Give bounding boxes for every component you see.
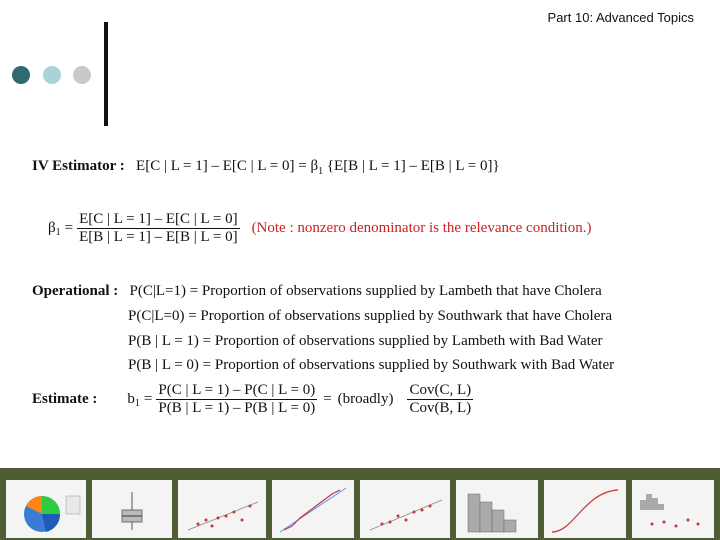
operational-line-1 — [32, 283, 602, 300]
iv-equation: E[C | L = 1] – E[C | L = 0] = β — [136, 158, 319, 174]
operational-text-1: P(C|L=1) = Proportion of observations supplied by Lambeth that have Cholera — [129, 283, 602, 299]
probability-plot-thumbnail — [272, 480, 354, 538]
estimate-eq2: = — [323, 391, 332, 407]
estimate-sub: 1 — [134, 398, 140, 409]
iv-estimator-line — [32, 158, 500, 177]
beta-numerator: E[C | L = 1] – E[C | L = 0] — [79, 211, 238, 227]
beta-eq: = — [64, 220, 74, 236]
decor-dot-light — [43, 66, 61, 84]
histogram-thumbnail — [456, 480, 538, 538]
estimate-numerator: P(C | L = 1) – P(C | L = 0) — [158, 382, 316, 398]
decor-dot-dark — [12, 66, 30, 84]
vertical-divider — [104, 22, 108, 126]
scatter-thumbnail-1 — [178, 480, 266, 538]
beta-denominator: E[B | L = 1] – E[B | L = 0] — [79, 229, 238, 245]
iv-label: IV Estimator : — [32, 158, 125, 174]
page-title: Part 10: Advanced Topics — [547, 10, 694, 25]
beta-symbol: β — [48, 220, 56, 236]
decor-dot-gray — [73, 66, 91, 84]
beta-formula — [48, 211, 591, 246]
beta-fraction — [77, 211, 239, 246]
cov-fraction — [407, 382, 473, 417]
cov-numerator: Cov(C, L) — [409, 382, 472, 398]
estimate-formula — [32, 382, 473, 417]
estimate-eq1: = — [143, 391, 153, 407]
scatter-thumbnail-2 — [360, 480, 450, 538]
relevance-note: (Note : nonzero denominator is the relevance condition.) — [251, 220, 592, 236]
operational-line-3: P(B | L = 1) = Proportion of observations supplied by Lambeth with Bad Water — [128, 333, 603, 349]
s-curve-thumbnail — [544, 480, 626, 538]
estimate-label: Estimate : — [32, 391, 98, 407]
estimate-denominator: P(B | L = 1) – P(B | L = 0) — [158, 400, 316, 416]
estimate-fraction — [156, 382, 317, 417]
estimate-b: b — [127, 391, 135, 407]
operational-label: Operational : — [32, 283, 119, 299]
beta-sub: 1 — [55, 227, 61, 238]
iv-sub: 1 — [318, 166, 324, 177]
cov-denominator: Cov(B, L) — [409, 400, 472, 416]
boxplot-thumbnail — [92, 480, 172, 538]
operational-line-2: P(C|L=0) = Proportion of observations supplied by Southwark that have Cholera — [128, 308, 613, 324]
pie-chart-thumbnail — [6, 480, 86, 538]
estimate-broadly: (broadly) — [337, 391, 394, 407]
iv-equation-rhs: {E[B | L = 1] – E[B | L = 0]} — [326, 158, 500, 174]
histogram-scatter-thumbnail — [632, 480, 714, 538]
operational-line-4: P(B | L = 0) = Proportion of observations supplied by Southwark with Bad Water — [128, 357, 615, 373]
